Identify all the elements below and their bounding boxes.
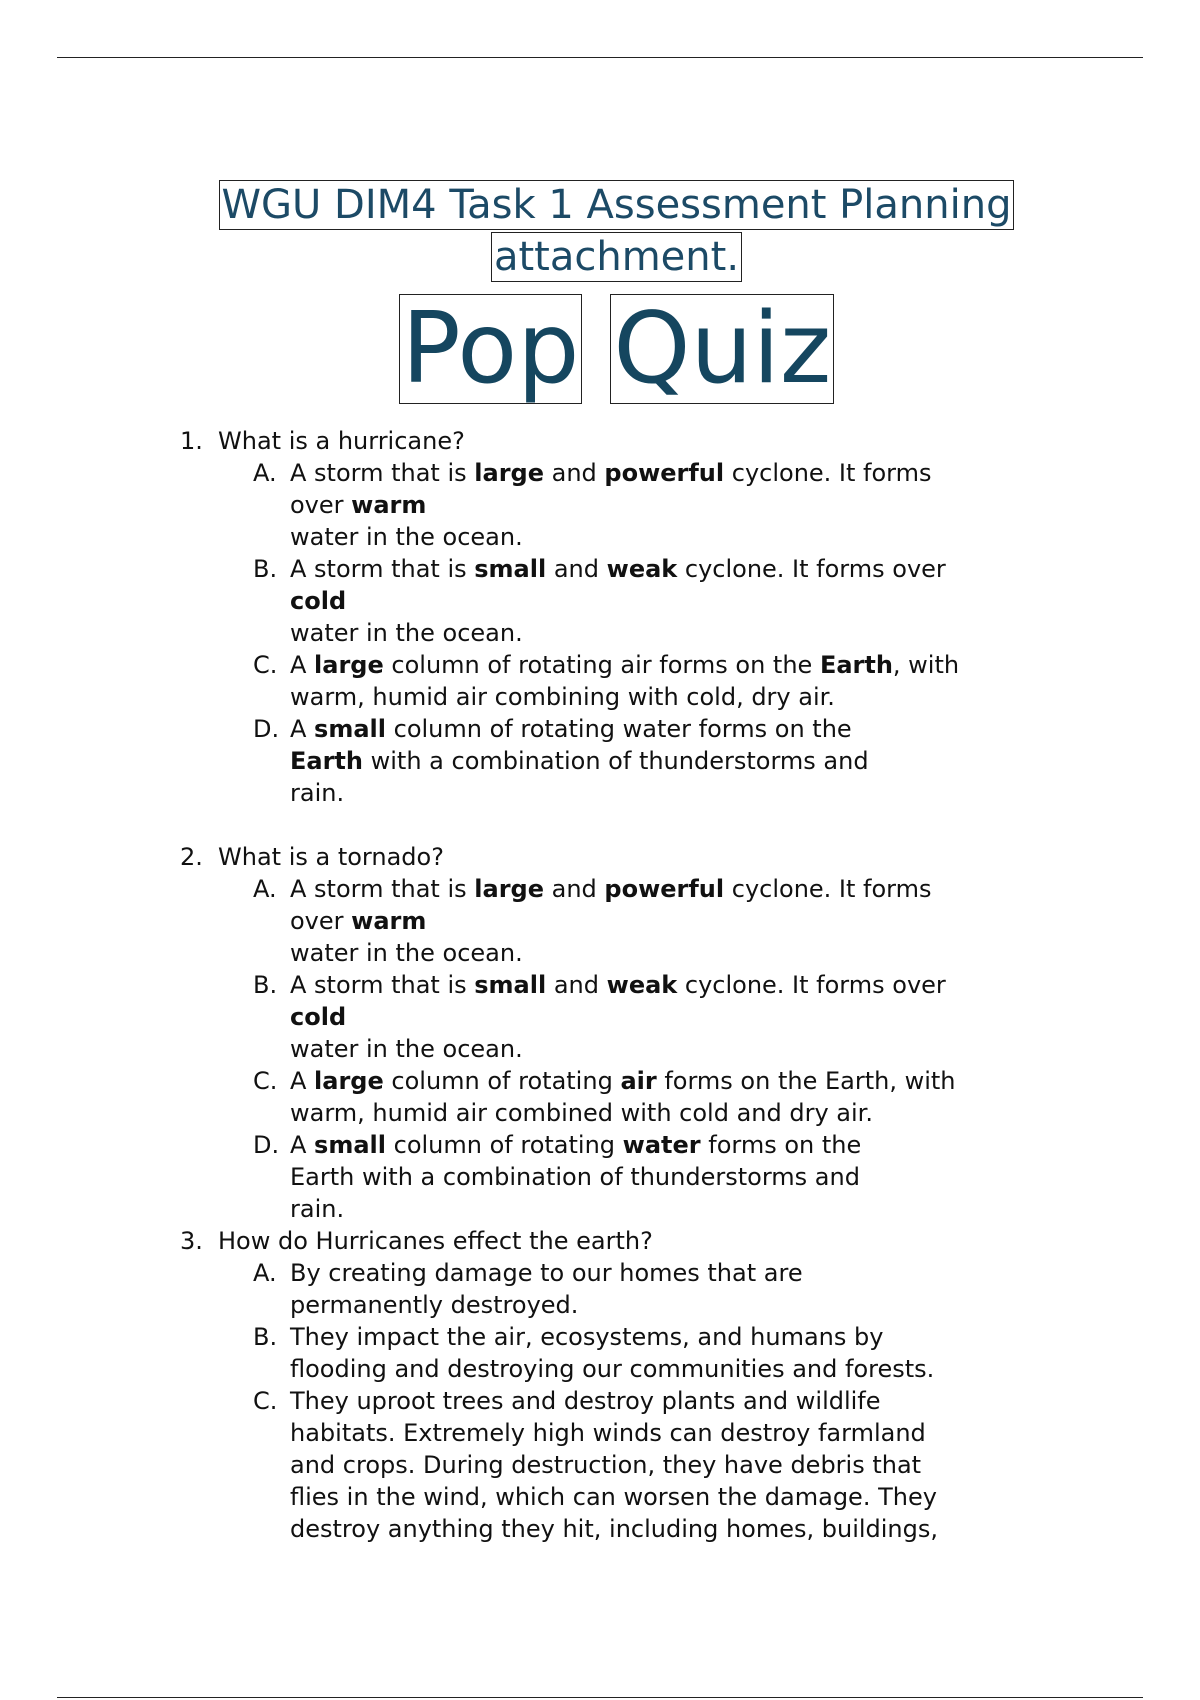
option-letter: C. [253, 651, 278, 679]
option-text: A large column of rotating air forms on the Earth, with warm, humid air combined with cold and dry air. [290, 1067, 956, 1127]
option-text: A storm that is large and powerful cyclone. It forms over warm water in the ocean. [290, 459, 932, 551]
answer-option [253, 649, 1080, 713]
answer-option [253, 1065, 1080, 1129]
option-letter: A. [253, 459, 277, 487]
title-line-1: WGU DIM4 Task 1 Assessment Planning [219, 180, 1015, 230]
answer-option [253, 1321, 1080, 1385]
quiz-word: Quiz [610, 294, 834, 404]
question-text: How do Hurricanes effect the earth? [218, 1227, 653, 1255]
question-number: 1. [180, 427, 203, 455]
option-text: By creating damage to our homes that are permanently destroyed. [290, 1259, 803, 1319]
answer-option [253, 457, 1080, 553]
document-title [0, 180, 1200, 404]
question-1 [180, 425, 1080, 809]
answer-option [253, 553, 1080, 649]
option-text: A small column of rotating water forms on the Earth with a combination of thunderstorms and rain. [290, 715, 869, 807]
option-text: A small column of rotating water forms on the Earth with a combination of thunderstorms and rain. [290, 1131, 862, 1223]
question-text: What is a tornado? [218, 843, 444, 871]
question-number: 2. [180, 843, 203, 871]
answer-option [253, 1385, 1080, 1545]
option-text: A storm that is small and weak cyclone. It forms over cold water in the ocean. [290, 555, 946, 647]
option-letter: A. [253, 875, 277, 903]
option-letter: C. [253, 1067, 278, 1095]
answer-option [253, 873, 1080, 969]
title-line-2: attachment. [491, 232, 742, 282]
answer-option [253, 1129, 1080, 1225]
header-rule [57, 57, 1143, 58]
quiz-questions [180, 425, 1080, 1545]
option-text: A storm that is large and powerful cyclone. It forms over warm water in the ocean. [290, 875, 932, 967]
question-text: What is a hurricane? [218, 427, 465, 455]
option-letter: D. [253, 1131, 280, 1159]
option-text: A large column of rotating air forms on the Earth, with warm, humid air combining with cold, dry air. [290, 651, 960, 711]
option-letter: B. [253, 1323, 278, 1351]
option-letter: B. [253, 971, 278, 999]
question-number: 3. [180, 1227, 203, 1255]
answer-option [253, 1257, 1080, 1321]
answer-option [253, 969, 1080, 1065]
question-3 [180, 1225, 1080, 1545]
option-letter: A. [253, 1259, 277, 1287]
footer-rule [57, 1697, 1143, 1698]
option-text: They uproot trees and destroy plants and wildlife habitats. Extremely high winds can destroy farmland and crops. During destruction, they have debris that flies in the wind, which can worsen the damage. They destroy anything they hit, including homes, buildings, [290, 1387, 939, 1543]
option-letter: B. [253, 555, 278, 583]
option-text: They impact the air, ecosystems, and humans by flooding and destroying our communities and forests. [290, 1323, 935, 1383]
question-2 [180, 841, 1080, 1225]
option-text: A storm that is small and weak cyclone. It forms over cold water in the ocean. [290, 971, 946, 1063]
option-letter: D. [253, 715, 280, 743]
answer-option [253, 713, 1080, 809]
option-letter: C. [253, 1387, 278, 1415]
pop-word: Pop [399, 294, 583, 404]
